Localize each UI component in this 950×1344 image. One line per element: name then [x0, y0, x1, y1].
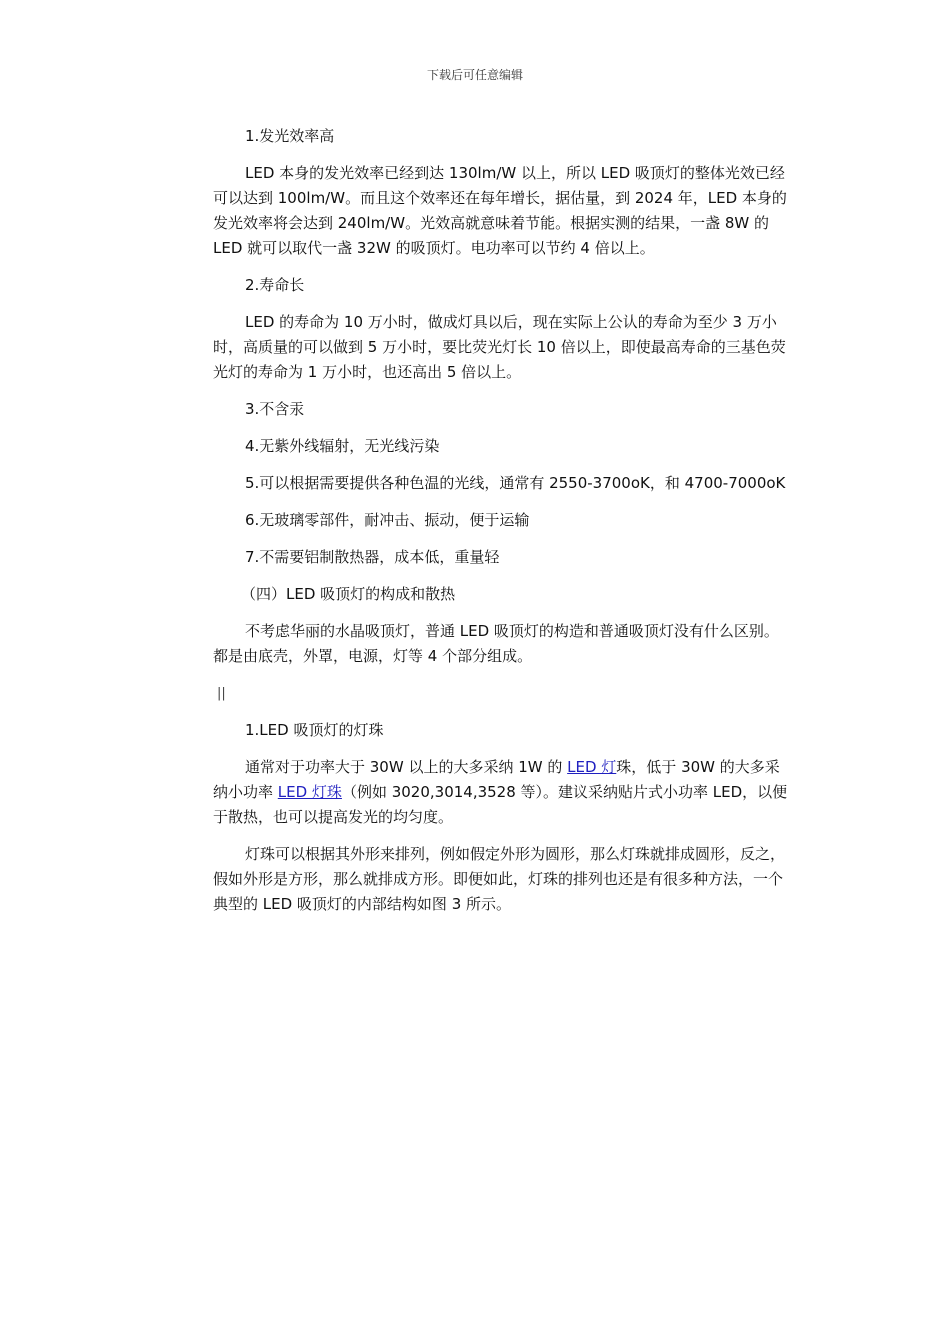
section-title-beads: 1.LED 吸顶灯的灯珠	[245, 721, 384, 739]
section-title-lifespan: 2.寿命长	[245, 276, 305, 294]
paragraph-efficiency: LED 本身的发光效率已经到达 130lm/W 以上，所以 LED 吸顶灯的整体光效已经可以达到 100lm/W。而且这个效率还在每年增长，据估量，到 2024 年，LED 本身的发光效率将会达到 240lm/W。光效高就意味着节能。根据实测的结果，一盏 8W 的 LED 就可以取代一盏 32W 的吸顶灯。电功率可以节约 4 倍以上。	[213, 164, 787, 257]
section-title-efficiency: 1.发光效率高	[245, 127, 335, 145]
list-item-color-temperature: 5.可以根据需要提供各种色温的光线，通常有 2550-3700oK，和 4700-7000oK	[245, 474, 786, 492]
section-title-composition: （四）LED 吸顶灯的构成和散热	[241, 585, 456, 603]
paragraph-composition: 不考虑华丽的水晶吸顶灯，普通 LED 吸顶灯的构造和普通吸顶灯没有什么区别。都是由底壳，外罩，电源，灯等 4 个部分组成。	[213, 622, 779, 665]
document-body	[213, 124, 793, 929]
beads-text-3: （例如 3020,3014,3528 等）。建议采纳贴片式小功率 LED，以便于散热，也可以提高发光的均匀度。	[213, 783, 788, 826]
paragraph-arrangement: 灯珠可以根据其外形来排列，例如假定外形为圆形，那么灯珠就排成圆形，反之，假如外形是方形，那么就排成方形。即便如此，灯珠的排列也还是有很多种方法，一个典型的 LED 吸顶灯的内部结构如图 3 所示。	[213, 845, 786, 913]
led-bead-link-2[interactable]: LED 灯珠	[277, 783, 342, 801]
list-item-no-mercury: 3.不含汞	[245, 400, 305, 418]
column-marker: ||	[217, 686, 226, 701]
list-item-no-glass: 6.无玻璃零部件，耐冲击、振动，便于运输	[245, 511, 530, 529]
beads-text-1: 通常对于功率大于 30W 以上的大多采纳 1W 的	[245, 758, 568, 776]
list-item-no-heatsink: 7.不需要铝制散热器，成本低，重量轻	[245, 548, 500, 566]
beads-text-2: 珠，低于 30W 的大多采纳小功率	[213, 758, 780, 801]
led-bead-link-1[interactable]: LED 灯	[567, 758, 617, 776]
paragraph-beads	[213, 755, 793, 830]
paragraph-lifespan: LED 的寿命为 10 万小时，做成灯具以后，现在实际上公认的寿命为至少 3 万小时，高质量的可以做到 5 万小时，要比荧光灯长 10 倍以上，即使最高寿命的三基色荧光灯的寿命为 1 万小时，也还高出 5 倍以上。	[213, 313, 786, 381]
page-header: 下载后可任意编辑	[426, 68, 523, 82]
list-item-no-uv: 4.无紫外线辐射，无光线污染	[245, 437, 440, 455]
